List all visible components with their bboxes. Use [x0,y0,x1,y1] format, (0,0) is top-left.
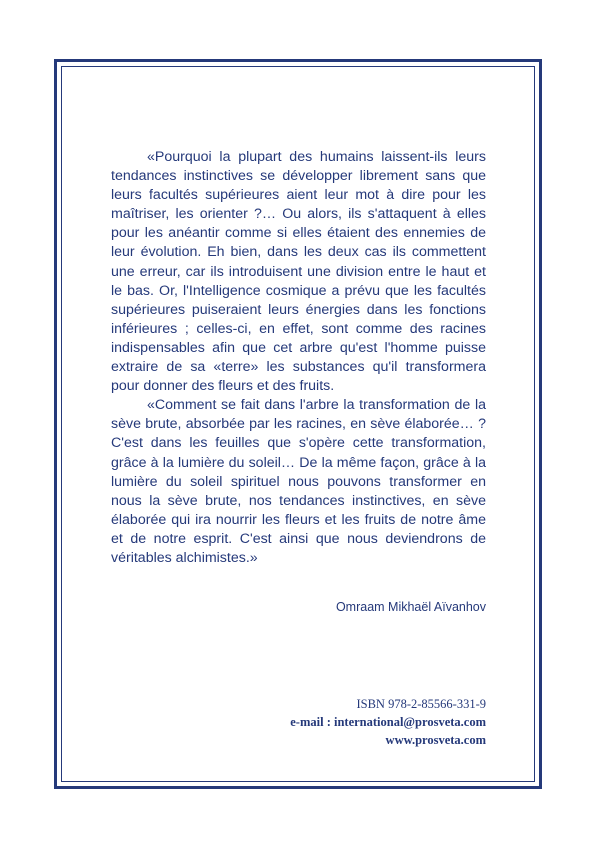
contact-email: e-mail : international@prosveta.com [290,715,486,729]
quote-text [111,148,486,568]
publisher-info [290,695,486,749]
quote-author: Omraam Mikhaël Aïvanhov [335,600,486,614]
publisher-website: www.prosveta.com [385,733,486,747]
quote-paragraph-1: «Pourquoi la plupart des humains laissent-ils leurs tendances instinctives se développer librement sans que leurs facultés supérieures aient leur mot à dire pour les maîtriser, les orienter ?… Ou alors, ils s'attaquent à elles pour les anéantir comme si elles étaient des ennemies de leur évolution. Eh bien, dans les deux cas ils commettent une erreur, car ils introduisent une division entre le haut et le bas. Or, l'Intelligence cosmique a prévu que les facultés supérieures puiseraient leurs énergies dans les fonctions inférieures ; celles-ci, en effet, sont comme des racines indispensables afin que cet arbre qu'est l'homme puisse extraire de sa «terre» les substances qu'il transformera pour donner des fleurs et des fruits. [111,149,486,395]
quote-paragraph-2: «Comment se fait dans l'arbre la transformation de la sève brute, absorbée par les racines, en sève élaborée… ? C'est dans les feuilles que s'opère cette transformation, grâce à la lumière du soleil… De la même façon, grâce à la lumière du soleil spirituel nous pouvons transformer en nous la sève brute, nos tendances instinctives, en sève élaborée qui ira nourrir les fleurs et les fruits de notre âme et de notre esprit. C'est ainsi que nous deviendrons de véritables alchimistes.» [111,397,486,566]
isbn-number: ISBN 978-2-85566-331-9 [356,697,486,711]
